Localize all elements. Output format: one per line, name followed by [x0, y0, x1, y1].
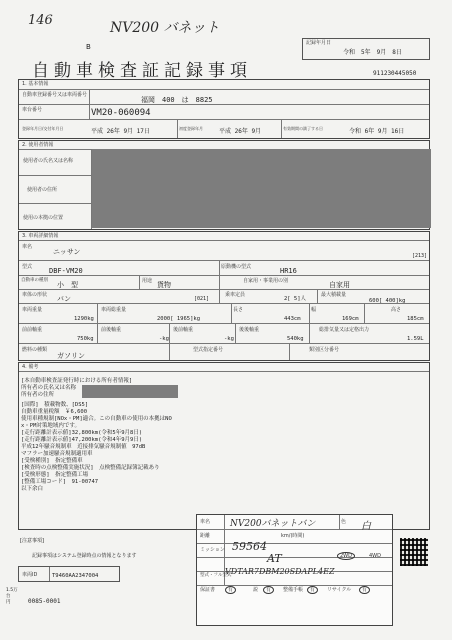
user-address-label: 使用者の住所 — [27, 187, 58, 193]
card-mission-value: AT — [267, 552, 282, 565]
rr-axle-value: 540kg — [287, 336, 304, 342]
fuel-value: ガソリン — [57, 352, 85, 360]
note-line: 所有者の氏名又は名称 — [21, 385, 77, 391]
model-label: 型式 — [22, 264, 33, 270]
chassis-value: VM20-060094 — [91, 108, 151, 118]
note-line: 所有者の住所 — [21, 392, 55, 398]
card-color-value: 白 — [361, 521, 371, 532]
card-records-value: 有 — [307, 586, 318, 594]
note-line: 以下余白 — [21, 486, 44, 492]
expiry-label: 有効期間の満了する日 — [283, 126, 323, 131]
redacted-owner-info — [82, 385, 178, 398]
spec-number-label: 型式指定番号 — [193, 347, 224, 353]
note-line: マフラー加速騒音規制適用車 — [21, 451, 93, 457]
gross-weight-label: 車両総重量 — [101, 307, 127, 313]
section-vehicle-details — [18, 231, 430, 361]
card-name-label: 車名 — [200, 519, 211, 525]
card-recycle-value: 有 — [359, 586, 370, 594]
section1-heading: 1. 基本情報 — [22, 81, 49, 87]
reg-number-label: 自動車登録番号又は車両番号 — [22, 92, 88, 98]
card-name-value: NV200バネットバン — [230, 519, 316, 529]
user-base-label: 使用の本拠の位置 — [23, 215, 64, 221]
card-warranty-label: 保証書 — [200, 587, 216, 593]
engine-label: 原動機の型式 — [221, 264, 252, 270]
notice-text: 記録事項はシステム登録時点の情報となります — [32, 553, 137, 559]
length-value: 443cm — [284, 316, 301, 322]
handwritten-vehicle-note: NV200 バネット — [110, 20, 220, 36]
length-label: 長さ — [233, 307, 244, 313]
card-odo-value: 59564 — [232, 540, 267, 553]
capacity-value: 2[ 5]人 — [284, 296, 307, 302]
section2-heading: 2. 使用者情報 — [22, 142, 54, 148]
section3-heading: 3. 車両詳細情報 — [22, 233, 59, 239]
height-label: 高さ — [391, 307, 402, 313]
handwritten-corner-number: 146 — [28, 13, 53, 28]
vehicle-type-label: 自動車の種別 — [21, 278, 48, 283]
first-reg-label: 登録年月日/交付年月日 — [22, 126, 64, 131]
maker-value: ニッサン — [53, 248, 81, 256]
maker-code: [213] — [412, 253, 428, 259]
gross-weight-value: 2000[ 1965]kg — [157, 316, 201, 322]
document-number: 911230445050 — [373, 70, 417, 77]
section4-heading: 4. 備考 — [22, 364, 39, 370]
card-odo-label: 距離 — [200, 533, 211, 539]
card-manual-value: 有 — [263, 586, 274, 594]
first-year-value: 平成 26年 9月 — [219, 128, 262, 135]
note-line: [国際] 積載物数、[DS5] — [21, 402, 89, 408]
displacement-label: 総排気量又は定格出力 — [319, 327, 370, 333]
note-line: [走行距離計表示値]47,200km(令和4年9月9日) — [21, 437, 143, 443]
card-odo-unit: km/(時間) — [281, 533, 305, 539]
first-year-label: 初度登録年月 — [179, 126, 203, 131]
note-line: [整備工場コード] 91-00747 — [21, 479, 99, 485]
record-date-box — [302, 38, 430, 60]
redacted-user-info — [92, 149, 431, 228]
note-line: [走行距離計表示値]32,800km(令和5年9月8日) — [21, 430, 143, 436]
purpose-label: 自家用・事業用の別 — [243, 278, 289, 284]
weight-label: 車両重量 — [22, 307, 43, 313]
fr-axle-value: -kg — [159, 336, 169, 342]
note-line: 使用車種規制[NOx・PM]適合。この自動車の使用の本拠はNO — [21, 416, 172, 422]
card-frame-value: VDTAR7DBM20SDAPL4EZ — [225, 567, 335, 576]
use-value: 貨物 — [157, 281, 171, 289]
note-line: [本自動車検査証発行時における所有者情報] — [21, 378, 133, 384]
note-line: 自動車重量税額 ￥6,600 — [21, 409, 88, 415]
reg-number-value: 福岡 400 は 8825 — [141, 96, 213, 104]
width-label: 幅 — [311, 307, 317, 313]
ff-axle-value: 750kg — [77, 336, 94, 342]
rf-axle-value: -kg — [224, 336, 234, 342]
use-label: 用途 — [142, 278, 153, 284]
body-code: [021] — [194, 296, 210, 302]
max-load-value: 600[ 400]kg — [369, 298, 406, 304]
vehicle-type-value: 小 型 — [57, 281, 78, 289]
fuel-label: 燃料の種類 — [22, 347, 48, 353]
card-recycle-label: リサイクル — [327, 587, 352, 593]
code-partial: 0085-0001 — [28, 598, 61, 605]
card-drive-2wd: 2WD — [337, 552, 355, 560]
weight-value: 1290kg — [74, 316, 94, 322]
expiry-value: 令和 6年 9月 16日 — [349, 128, 405, 135]
note-line: [受検形態] 指定整備工場 — [21, 472, 89, 478]
card-manual-label: 説 — [253, 587, 259, 593]
body-value: バン — [57, 295, 71, 303]
note-line: 平成12年騒音規制車 近接排気騒音規制値 97dB — [21, 444, 146, 450]
left-small-note: 1.5万 台 円 — [6, 588, 18, 605]
note-line: x・PM対策地域内です。 — [21, 423, 80, 429]
document-title: 自動車検査証記録事項 — [32, 61, 252, 81]
card-mission-label: ミッション — [200, 547, 225, 553]
record-date-label: 記録年月日 — [306, 40, 332, 46]
qr-code — [400, 538, 428, 566]
mark-b: B — [86, 43, 91, 51]
ff-axle-label: 前前軸重 — [22, 327, 43, 333]
vehicle-id-value: T9460AA2347004 — [52, 573, 99, 579]
fr-axle-label: 前後軸重 — [101, 327, 122, 333]
max-load-label: 最大積載量 — [321, 292, 347, 298]
card-color-label: 色 — [341, 519, 347, 525]
card-drive-4wd: 4WD — [369, 553, 381, 559]
chassis-label: 車台番号 — [22, 107, 43, 113]
note-line: [受検種別] 指定整備車 — [21, 458, 83, 464]
card-frame-label: 型式・フル型式 — [200, 573, 232, 578]
user-name-label: 使用者の氏名又は名称 — [23, 158, 74, 164]
engine-value: HR16 — [280, 267, 297, 275]
notice-title: [注意事項] — [20, 538, 44, 544]
body-label: 車体の形状 — [22, 292, 48, 298]
section-basic-info — [18, 79, 430, 139]
rr-axle-label: 後後軸重 — [239, 327, 260, 333]
card-records-label: 整備手帳 — [283, 587, 304, 593]
note-line: [検査時の点検整備実施状況] 点検整備記録簿記載あり — [21, 465, 160, 471]
model-value: DBF-VM20 — [49, 267, 83, 275]
maker-label: 車名 — [22, 244, 33, 250]
sticky-card — [196, 514, 393, 626]
height-value: 185cm — [407, 316, 424, 322]
record-date-value: 令和 5年 9月 8日 — [343, 49, 402, 56]
card-warranty-value: 有 — [225, 586, 236, 594]
rf-axle-label: 後前軸重 — [173, 327, 194, 333]
capacity-label: 乗車定員 — [225, 292, 246, 298]
class-number-label: 類別区分番号 — [309, 347, 340, 353]
vehicle-id-box — [18, 566, 120, 582]
vehicle-id-label: 車両ID — [22, 572, 38, 578]
first-reg-value: 平成 26年 9月 17日 — [91, 128, 150, 135]
displacement-value: 1.59L — [407, 336, 424, 342]
purpose-value: 自家用 — [329, 281, 350, 289]
width-value: 169cm — [342, 316, 359, 322]
